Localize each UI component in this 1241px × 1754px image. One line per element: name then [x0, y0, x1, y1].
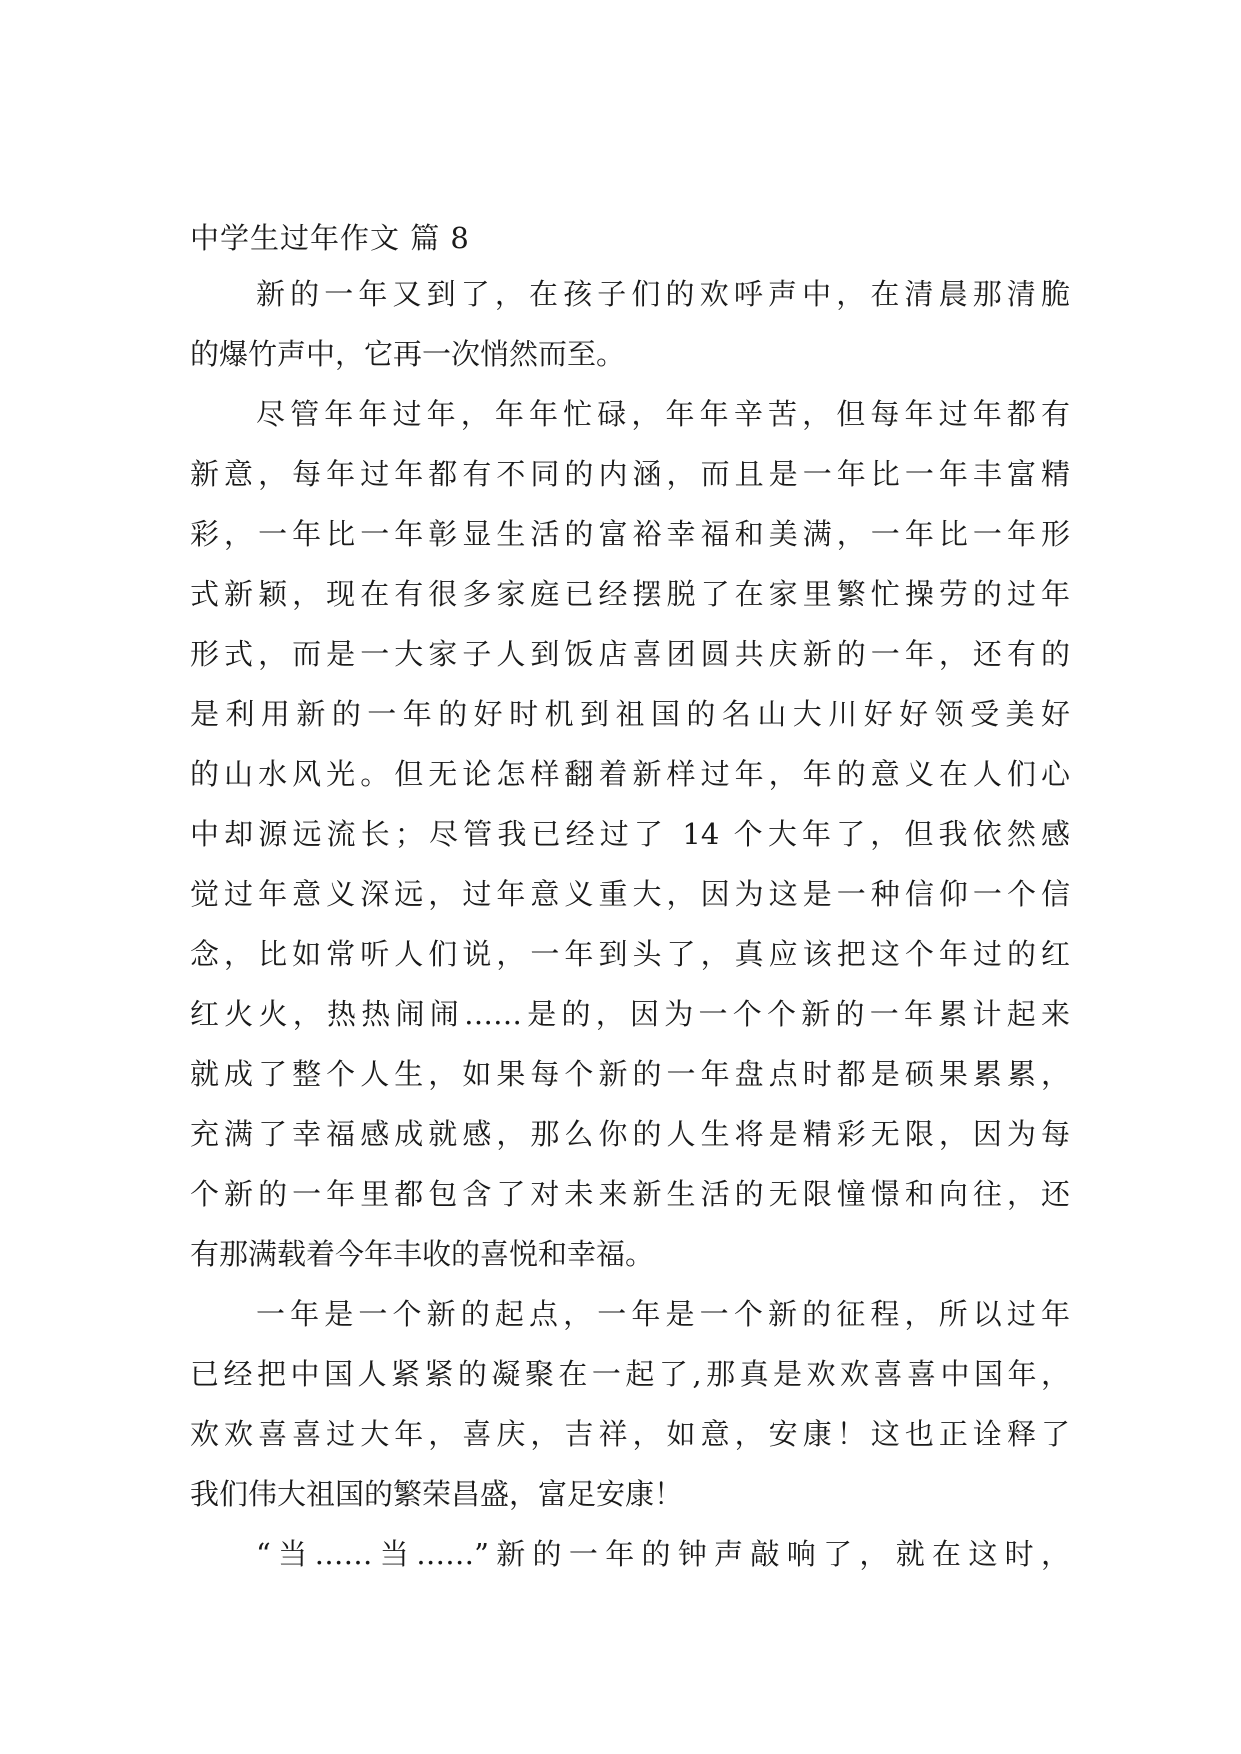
text-line: 尽管年年过年，年年忙碌，年年辛苦，但每年过年都有: [256, 397, 1070, 431]
text-line: “当……当……”新的一年的钟声敲响了，就在这时，: [256, 1537, 1070, 1571]
text-line: 彩，一年比一年彰显生活的富裕幸福和美满，一年比一年形: [190, 517, 1070, 551]
text-line: 新意，每年过年都有不同的内涵，而且是一年比一年丰富精: [190, 457, 1070, 491]
text-line: 中却源远流长；尽管我已经过了 14 个大年了，但我依然感: [190, 817, 1070, 851]
text-line: 充满了幸福感成就感，那么你的人生将是精彩无限，因为每: [190, 1117, 1070, 1151]
text-line: 一年是一个新的起点，一年是一个新的征程，所以过年: [256, 1297, 1070, 1331]
text-line: 形式，而是一大家子人到饭店喜团圆共庆新的一年，还有的: [190, 637, 1070, 671]
text-line: 红火火，热热闹闹……是的，因为一个个新的一年累计起来: [190, 997, 1070, 1031]
document-body: [190, 222, 1070, 1598]
text-line: 的山水风光。但无论怎样翻着新样过年，年的意义在人们心: [190, 757, 1070, 791]
text-line: 已经把中国人紧紧的凝聚在一起了,那真是欢欢喜喜中国年，: [190, 1357, 1070, 1391]
text-line: 式新颖，现在有很多家庭已经摆脱了在家里繁忙操劳的过年: [190, 577, 1070, 611]
text-line: 就成了整个人生，如果每个新的一年盘点时都是硕果累累，: [190, 1057, 1070, 1091]
text-line: 有那满载着今年丰收的喜悦和幸福。: [190, 1237, 655, 1271]
text-line: 念，比如常听人们说，一年到头了，真应该把这个年过的红: [190, 937, 1070, 971]
text-line: 我们伟大祖国的繁荣昌盛，富足安康！: [190, 1477, 684, 1511]
text-line: 欢欢喜喜过大年，喜庆，吉祥，如意，安康！这也正诠释了: [190, 1417, 1070, 1451]
text-line: 是利用新的一年的好时机到祖国的名山大川好好领受美好: [190, 697, 1070, 731]
text-line: 新的一年又到了，在孩子们的欢呼声中，在清晨那清脆: [256, 277, 1070, 311]
text-line: 的爆竹声中，它再一次悄然而至。: [190, 337, 626, 371]
document-title: 中学生过年作文 篇 8: [190, 221, 470, 255]
text-line: 觉过年意义深远，过年意义重大，因为这是一种信仰一个信: [190, 877, 1070, 911]
text-line: 个新的一年里都包含了对未来新生活的无限憧憬和向往，还: [190, 1177, 1070, 1211]
